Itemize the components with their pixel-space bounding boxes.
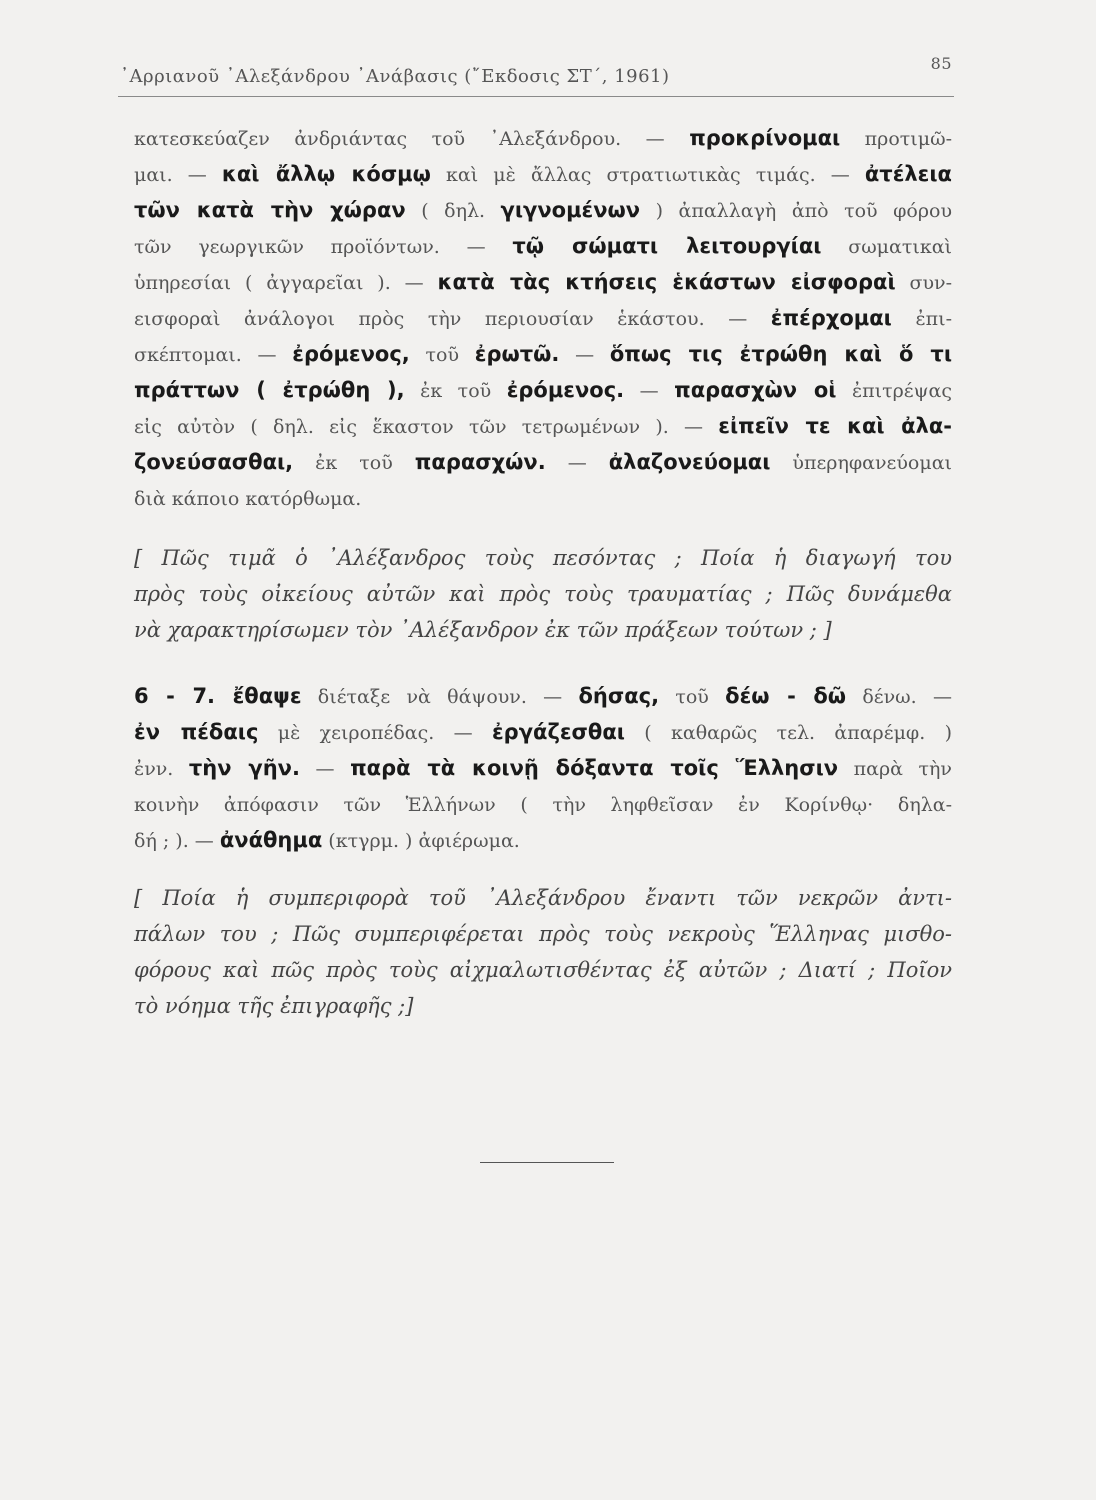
text-line	[134, 192, 952, 228]
gloss-text: δένω. —	[846, 686, 952, 708]
gloss-text: ἐκ τοῦ	[293, 452, 415, 474]
text-line	[134, 480, 952, 516]
end-rule	[480, 1162, 614, 1163]
question-block-2	[134, 880, 952, 1024]
gloss-text: ( καθαρῶς τελ. ἀπαρέμφ. )	[624, 722, 953, 744]
text-line	[134, 786, 952, 822]
lemma-term: δήσας,	[578, 684, 660, 708]
lemma-term: προκρίνομαι	[689, 126, 841, 150]
lemma-term: γιγνομένων	[500, 198, 641, 222]
text-line	[134, 444, 952, 480]
header-rule	[118, 96, 954, 97]
gloss-text: ( δηλ.	[405, 200, 501, 222]
gloss-text: ὑπερηφανεύομαι	[770, 452, 952, 474]
text-line	[134, 300, 952, 336]
lemma-term: παρασχὼν οἱ	[674, 378, 837, 402]
gloss-text: μὲ χειροπέδας. —	[258, 722, 492, 744]
gloss-text: τοῦ	[659, 686, 726, 708]
lemma-term: ἀτέλεια	[864, 162, 952, 186]
text-line	[134, 264, 952, 300]
gloss-text: ἐκ τοῦ	[404, 380, 507, 402]
text-line	[134, 408, 952, 444]
question-line: φόρους καὶ πῶς πρὸς τοὺς αἰχμαλωτισθέντας ἐξ αὐτῶν ; Διατί ; Ποῖον	[134, 958, 952, 982]
text-line	[134, 120, 952, 156]
lemma-term: ἀνάθημα	[219, 828, 323, 852]
running-header	[120, 54, 952, 87]
text-line	[134, 822, 952, 858]
gloss-text: διέταξε νὰ θάψουν. —	[301, 686, 579, 708]
gloss-text: ἐνν.	[134, 758, 189, 780]
gloss-text: ἐπιτρέψας	[836, 380, 952, 402]
commentary-section-1	[134, 120, 952, 516]
lemma-term: καὶ ἄλλῳ κόσμῳ	[221, 162, 431, 186]
gloss-text: συν-	[895, 272, 952, 294]
gloss-text: τοῦ	[409, 344, 475, 366]
gloss-text: προτιμῶ-	[840, 128, 952, 150]
gloss-text: —	[624, 380, 675, 402]
question-block-1	[134, 540, 952, 648]
gloss-text: κοινὴν ἀπόφασιν τῶν Ἑλλήνων ( τὴν ληφθεῖσαν ἐν Κορίνθῳ· δηλα-	[134, 794, 952, 816]
lemma-term: ἐρόμενος,	[292, 342, 410, 366]
lemma-term: ζονεύσασθαι,	[134, 450, 294, 474]
gloss-text: (κτγρμ. ) ἀφιέρωμα.	[322, 830, 520, 852]
question-line: νὰ χαρακτηρίσωμεν τὸν ᾿Αλέξανδρον ἐκ τῶν πράξεων τούτων ; ]	[134, 618, 832, 642]
gloss-text: κατεσκεύαζεν ἀνδριάντας τοῦ ᾿Αλεξάνδρου. —	[134, 128, 690, 150]
lemma-term: εἰπεῖν τε καὶ ἀλα-	[718, 414, 952, 438]
lemma-term: παρασχών.	[414, 450, 546, 474]
gloss-text: εισφοραὶ ἀνάλογοι πρὸς τὴν περιουσίαν ἑκάστου. —	[134, 308, 771, 330]
text-line	[134, 714, 952, 750]
lemma-term: τὴν γῆν.	[188, 756, 300, 780]
gloss-text: ὑπηρεσίαι ( ἀγγαρεῖαι ). —	[134, 272, 438, 294]
gloss-text: ) ἀπαλλαγὴ ἀπὸ τοῦ φόρου	[640, 200, 952, 222]
gloss-text: σκέπτομαι. —	[134, 344, 293, 366]
question-line: [ Ποία ἡ συμπεριφορὰ τοῦ ᾿Αλεξάνδρου ἔναντι τῶν νεκρῶν ἀντι-	[134, 886, 952, 910]
text-line	[134, 750, 952, 786]
lemma-term: ὅπως τις ἐτρώθη καὶ ὅ τι	[609, 342, 953, 366]
gloss-text: παρὰ τὴν	[838, 758, 952, 780]
lemma-term: τῶν κατὰ τὴν χώραν	[134, 198, 406, 222]
text-line	[134, 156, 952, 192]
lemma-term: ἀλαζονεύομαι	[608, 450, 771, 474]
gloss-text: ἐπι-	[891, 308, 952, 330]
question-line: πρὸς τοὺς οἰκείους αὐτῶν καὶ πρὸς τοὺς τραυματίας ; Πῶς δυνάμεθα	[134, 582, 952, 606]
gloss-text: μαι. —	[134, 164, 222, 186]
gloss-text: τῶν γεωργικῶν προϊόντων. —	[134, 236, 513, 258]
text-line	[134, 228, 952, 264]
gloss-text: διὰ κάποιο κατόρθωμα.	[134, 488, 362, 510]
gloss-text: σωματικαὶ	[821, 236, 952, 258]
gloss-text: καὶ μὲ ἄλλας στρατιωτικὰς τιμάς. —	[430, 164, 865, 186]
lemma-term: ἐρωτῶ.	[474, 342, 560, 366]
text-line	[134, 372, 952, 408]
text-line	[134, 336, 952, 372]
lemma-term: παρὰ τὰ κοινῇ δόξαντα τοῖς Ἕλλησιν	[350, 756, 839, 780]
gloss-text: εἰς αὐτὸν ( δηλ. εἰς ἕκαστον τῶν τετρωμένων ). —	[134, 416, 719, 438]
gloss-text: —	[545, 452, 609, 474]
page-number: 85	[930, 54, 952, 73]
lemma-term: κατὰ τὰς κτήσεις ἑκάστων εἰσφοραὶ	[437, 270, 896, 294]
gloss-text: —	[559, 344, 610, 366]
gloss-text: —	[299, 758, 351, 780]
gloss-text: δή ; ). —	[134, 830, 220, 852]
lemma-term: 6 - 7. ἔθαψε	[134, 684, 302, 708]
lemma-term: δέω - δῶ	[725, 684, 847, 708]
lemma-term: ἐν πέδαις	[134, 720, 259, 744]
lemma-term: ἐπέρχομαι	[770, 306, 892, 330]
question-line: πάλων του ; Πῶς συμπεριφέρεται πρὸς τοὺς νεκροὺς Ἕλληνας μισθο-	[134, 922, 952, 946]
lemma-term: πράττων ( ἐτρώθη ),	[134, 378, 405, 402]
header-title: ᾿Αρριανοῦ ᾿Αλεξάνδρου ᾿Ανάβασις (῎Εκδοσις ΣΤ΄, 1961)	[120, 66, 670, 87]
lemma-term: ἐρόμενος.	[506, 378, 625, 402]
commentary-section-2	[134, 678, 952, 858]
question-line: τὸ νόημα τῆς ἐπιγραφῆς ;]	[134, 994, 414, 1018]
lemma-term: ἐργάζεσθαι	[491, 720, 625, 744]
lemma-term: τῷ σώματι λειτουργίαι	[512, 234, 822, 258]
question-line: [ Πῶς τιμᾶ ὁ ᾿Αλέξανδρος τοὺς πεσόντας ; Ποία ἡ διαγωγή του	[134, 546, 952, 570]
text-line	[134, 678, 952, 714]
